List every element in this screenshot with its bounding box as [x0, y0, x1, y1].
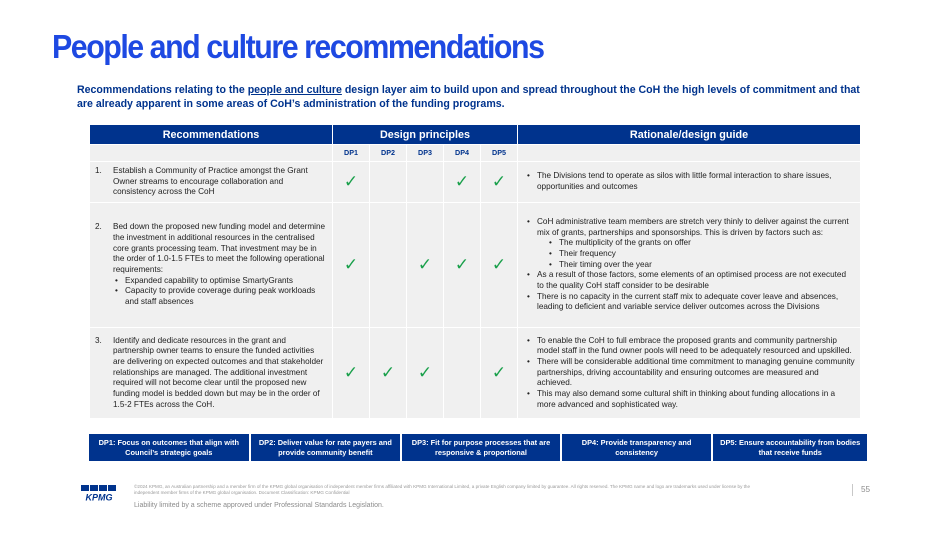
empty-cell: [370, 162, 406, 202]
legal-notice: ©2024 KPMG, an Australian partnership and a member firm of the KPMG global organisation of independent member firms affiliated with KPMG International Limited, a private English company limited by guarantee. All rights reserved. The KPMG name and logo are trademarks used under license by the independent member firms of the KPMG global organisation. Document Classification: KPMG Confidential: [134, 484, 751, 496]
liability-notice: Liability limited by a scheme approved under Professional Standards Legislation.: [134, 502, 384, 509]
recommendation-cell: [90, 162, 332, 202]
recommendations-table: [89, 124, 861, 419]
rationale-cell: [518, 162, 860, 202]
intro-before: Recommendations relating to the: [77, 84, 248, 96]
dp-label: DP3: [407, 145, 443, 161]
intro-link[interactable]: people and culture: [247, 84, 342, 96]
empty-cell: [370, 203, 406, 327]
legend-item: DP2: Deliver value for rate payers and provide community benefit: [251, 434, 401, 461]
check-icon: ✓: [333, 162, 369, 202]
rationale-sub-bullet: • The multiplicity of the grants on offer: [559, 238, 855, 249]
rationale-sub-bullet: • Their timing over the year: [559, 260, 855, 271]
empty-cell: [444, 328, 480, 418]
rationale-bullet: • As a result of those factors, some elements of an optimised process are not executed to the quality CoH staff consider to be desirable: [537, 270, 855, 291]
table-row: [90, 162, 860, 202]
legend-item: DP3: Fit for purpose processes that are responsive & proportional: [402, 434, 560, 461]
dp-label: DP2: [370, 145, 406, 161]
check-icon: ✓: [481, 203, 517, 327]
dp-label: DP1: [333, 145, 369, 161]
recommendation-cell: [90, 328, 332, 418]
header-rationale: Rationale/design guide: [518, 125, 860, 144]
rationale-cell: [518, 328, 860, 418]
recommendation-cell: [90, 203, 332, 327]
rationale-bullet: • There is no capacity in the current staff mix to adequate cover leave and absences, leading to deficient and variable service deliver outcomes across the Divisions: [537, 292, 855, 313]
kpmg-logo: [79, 485, 119, 501]
legend-item: DP1: Focus on outcomes that align with Council’s strategic goals: [89, 434, 249, 461]
rationale-sub-bullet: • Their frequency: [559, 249, 855, 260]
blank-cell: [90, 145, 332, 161]
dp-label: DP4: [444, 145, 480, 161]
rationale-bullet: • CoH administrative team members are stretch very thinly to deliver against the current mix of grants, partnerships and sponsorships. This is driven by factors such as: • The multiplicity of the grants on offer • Their frequency • Their timing over the year: [537, 217, 855, 271]
legend-item: DP5: Ensure accountability from bodies that receive funds: [713, 434, 867, 461]
header-design-principles: Design principles: [333, 125, 517, 144]
recommendation-bullet: • Expanded capability to optimise SmartyGrants: [125, 276, 327, 287]
recommendation-number: 1.: [95, 165, 102, 175]
page-title: People and culture recommendations: [52, 28, 544, 65]
table-row: [90, 328, 860, 418]
intro-text: [77, 84, 867, 111]
rationale-bullet: • To enable the CoH to full embrace the proposed grants and community partnership model staff in the fund owner pools will need to be adequately resourced and upskilled.: [537, 336, 855, 357]
table-row: [90, 203, 860, 327]
intro-after: design layer aim to build upon and spread throughout the CoH the high levels of commitment and that are already apparent in some areas of CoH’s administration of the funding programs.: [77, 84, 860, 110]
page-number: 55: [861, 485, 871, 494]
rationale-cell: [518, 203, 860, 327]
check-icon: ✓: [444, 162, 480, 202]
dp-label: DP5: [481, 145, 517, 161]
logo-text: KPMG: [85, 492, 113, 501]
page-separator: [852, 484, 853, 496]
check-icon: ✓: [370, 328, 406, 418]
rationale-bullet: • There will be considerable additional time commitment to managing genuine community partnerships, driving accountability and ensuring outcomes are measured and achieved.: [537, 357, 855, 389]
check-icon: ✓: [333, 203, 369, 327]
header-recommendations: Recommendations: [90, 125, 332, 144]
check-icon: ✓: [333, 328, 369, 418]
blank-cell: [518, 145, 860, 161]
check-icon: ✓: [481, 328, 517, 418]
check-icon: ✓: [444, 203, 480, 327]
rationale-bullet: • This may also demand some cultural shift in thinking about funding allocations in a more advanced and sophisticated way.: [537, 389, 855, 410]
recommendation-text: Establish a Community of Practice amongst the Grant Owner streams to encourage collaboration and consistency across the CoH: [113, 165, 308, 197]
rationale-bullet: • The Divisions tend to operate as silos with little formal interaction to share issues, opportunities and outcomes: [537, 171, 855, 192]
dp-label-row: [90, 145, 860, 161]
recommendation-text: Identify and dedicate resources in the grant and partnership owner teams to ensure the funded activities are delivering on expected outcomes and that stakeholder relationships are managed. The additional investment required will not become clear until the proposed new funding model is bedded down but may be in the order of 1.5-2 FTEs across the CoH.: [113, 335, 324, 409]
recommendation-number: 2.: [95, 222, 102, 232]
recommendation-text: Bed down the proposed new funding model and determine the investment in additional resources in the centralised core grants processing team. That investment may be in the order of 1.0-1.5 FTEs to meet the following operational requirements:: [113, 222, 326, 274]
recommendation-number: 3.: [95, 335, 102, 345]
check-icon: ✓: [407, 328, 443, 418]
recommendation-bullet: • Capacity to provide coverage during peak workloads and staff absences: [125, 286, 327, 307]
design-principles-legend: [89, 434, 867, 461]
check-icon: ✓: [407, 203, 443, 327]
check-icon: ✓: [481, 162, 517, 202]
legend-item: DP4: Provide transparency and consistency: [562, 434, 712, 461]
empty-cell: [407, 162, 443, 202]
